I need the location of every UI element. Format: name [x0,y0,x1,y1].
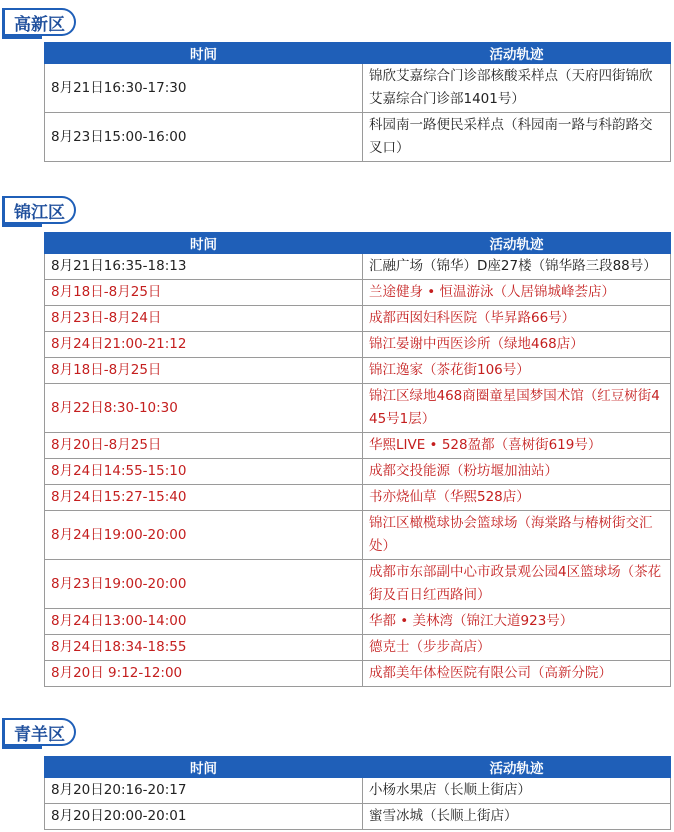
district-label: 锦江区 [2,196,76,224]
table-row [45,254,671,280]
row-place: 华熙LIVE • 528盈都（喜树街619号） [363,433,671,459]
itinerary-table [44,232,671,687]
tag-underline [2,224,42,227]
header-activity: 活动轨迹 [363,757,671,778]
table-row [45,306,671,332]
header-time: 时间 [45,757,363,778]
table-header-row [45,233,671,254]
table-row [45,635,671,661]
row-time: 8月23日19:00-20:00 [45,560,363,609]
row-time: 8月24日13:00-14:00 [45,609,363,635]
row-time: 8月21日16:35-18:13 [45,254,363,280]
table-row [45,332,671,358]
table-row [45,433,671,459]
tag-underline [2,36,42,39]
district-label: 高新区 [2,8,76,36]
row-place: 兰途健身 • 恒温游泳（人居锦城峰荟店） [363,280,671,306]
tag-underline [2,746,42,749]
row-time: 8月24日15:27-15:40 [45,485,363,511]
row-time: 8月18日-8月25日 [45,280,363,306]
header-activity: 活动轨迹 [363,43,671,64]
row-time: 8月24日21:00-21:12 [45,332,363,358]
row-place: 成都市东部副中心市政景观公园4区篮球场（茶花街及百日红西路间） [363,560,671,609]
row-time: 8月23日15:00-16:00 [45,113,363,162]
row-time: 8月24日19:00-20:00 [45,511,363,560]
row-place: 成都美年体检医院有限公司（高新分院） [363,661,671,687]
row-time: 8月21日16:30-17:30 [45,64,363,113]
row-place: 华都 • 美林湾（锦江大道923号） [363,609,671,635]
table-row [45,485,671,511]
itinerary-table [44,42,671,162]
row-time: 8月18日-8月25日 [45,358,363,384]
table-header-row [45,43,671,64]
row-place: 汇融广场（锦华）D座27楼（锦华路三段88号） [363,254,671,280]
row-place: 蜜雪冰城（长顺上街店） [363,804,671,830]
table-row [45,64,671,113]
table-row [45,661,671,687]
header-activity: 活动轨迹 [363,233,671,254]
row-place: 锦江逸家（茶花街106号） [363,358,671,384]
table-header-row [45,757,671,778]
row-time: 8月20日 9:12-12:00 [45,661,363,687]
section-jinjiang [0,196,674,681]
row-place: 锦江区绿地468商圈童星国梦国术馆（红豆树街445号1层） [363,384,671,433]
table-row [45,358,671,384]
header-time: 时间 [45,43,363,64]
table-row [45,280,671,306]
row-place: 锦江晏谢中西医诊所（绿地468店） [363,332,671,358]
row-time: 8月23日-8月24日 [45,306,363,332]
row-place: 德克士（步步高店） [363,635,671,661]
table-row [45,560,671,609]
table-row [45,459,671,485]
row-place: 科园南一路便民采样点（科园南一路与科韵路交叉口） [363,113,671,162]
district-tag [2,196,674,228]
table-row [45,384,671,433]
row-place: 锦江区橄榄球协会篮球场（海棠路与椿树街交汇处） [363,511,671,560]
row-place: 小杨水果店（长顺上街店） [363,778,671,804]
row-time: 8月24日18:34-18:55 [45,635,363,661]
row-time: 8月22日8:30-10:30 [45,384,363,433]
itinerary-table [44,756,671,830]
row-time: 8月20日-8月25日 [45,433,363,459]
section-qingyang [0,718,674,824]
row-time: 8月20日20:16-20:17 [45,778,363,804]
table-row [45,113,671,162]
table-row [45,609,671,635]
row-time: 8月20日20:00-20:01 [45,804,363,830]
header-time: 时间 [45,233,363,254]
district-tag [2,718,674,750]
table-row [45,511,671,560]
table-row [45,778,671,804]
row-place: 成都西囡妇科医院（毕昇路66号） [363,306,671,332]
row-place: 锦欣艾嘉综合门诊部核酸采样点（天府四街锦欣艾嘉综合门诊部1401号） [363,64,671,113]
row-time: 8月24日14:55-15:10 [45,459,363,485]
row-place: 成都交投能源（粉坊堰加油站） [363,459,671,485]
section-gaoxin [0,8,674,156]
district-label: 青羊区 [2,718,76,746]
district-tag [2,8,674,40]
row-place: 书亦烧仙草（华熙528店） [363,485,671,511]
table-row [45,804,671,830]
